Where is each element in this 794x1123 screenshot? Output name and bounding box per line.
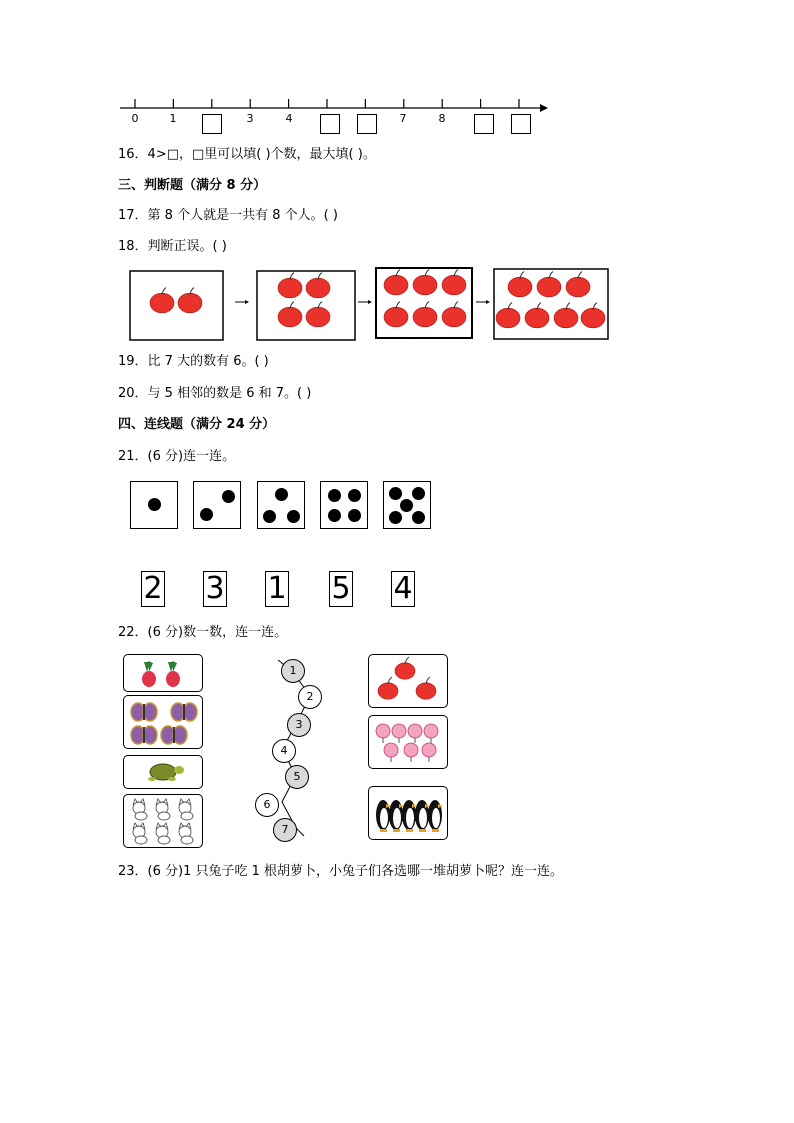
die-pip: [222, 490, 235, 503]
die-pip: [263, 510, 276, 523]
die-pip: [287, 510, 300, 523]
number-card[interactable]: 5: [329, 571, 353, 607]
die-pip: [389, 511, 402, 524]
die-pip: [200, 508, 213, 521]
die-pip: [275, 488, 288, 501]
question-17: 17．第 8 个人就是一共有 8 个人。( ): [118, 208, 338, 223]
tick-label-0: 0: [131, 112, 139, 125]
number-line: [0, 0, 794, 140]
cat: [156, 799, 170, 820]
answer-blank[interactable]: [511, 114, 531, 134]
apple: [416, 677, 436, 699]
answer-blank[interactable]: [474, 114, 494, 134]
card-radishes[interactable]: [123, 654, 203, 692]
penguin: [376, 800, 391, 832]
question-23: 23．(6 分)1 只兔子吃 1 根胡萝卜，小兔子们各选哪一堆胡萝卜呢？连一连。: [118, 864, 564, 879]
bead: 1: [281, 659, 305, 683]
die-one[interactable]: [130, 481, 178, 529]
apple-sequence-art: [0, 260, 794, 350]
tick-label-1: 1: [169, 112, 177, 125]
butterfly: [161, 726, 187, 744]
butterfly: [131, 726, 157, 744]
answer-blank[interactable]: [357, 114, 377, 134]
butterfly-icon: [124, 696, 202, 748]
question-22: 22．(6 分)数一数，连一连。: [118, 625, 288, 640]
cat: [156, 823, 170, 844]
die-pip: [389, 487, 402, 500]
tick-label-3: 3: [246, 112, 254, 125]
cat: [133, 823, 147, 844]
card-butterflies[interactable]: [123, 695, 203, 749]
die-three[interactable]: [257, 481, 305, 529]
butterfly: [171, 703, 197, 721]
cotton-candy: [384, 743, 398, 762]
tick-label-7: 7: [399, 112, 407, 125]
cat: [179, 799, 193, 820]
section-title-judgement: 三、判断题（满分 8 分）: [118, 178, 267, 193]
die-pip: [412, 511, 425, 524]
cotton-candy: [422, 743, 436, 762]
number-card[interactable]: 2: [141, 571, 165, 607]
answer-blank[interactable]: [202, 114, 222, 134]
cotton-candy: [424, 724, 438, 743]
penguin-icon: [369, 787, 447, 839]
bead: 6: [255, 793, 279, 817]
bead: 3: [287, 713, 311, 737]
answer-blank[interactable]: [320, 114, 340, 134]
penguin: [402, 800, 417, 832]
cat: [133, 799, 147, 820]
tick-label-8: 8: [438, 112, 446, 125]
die-pip: [328, 509, 341, 522]
card-apples[interactable]: [368, 654, 448, 708]
question-18: 18．判断正误。( ): [118, 239, 227, 254]
die-four[interactable]: [320, 481, 368, 529]
card-turtle[interactable]: [123, 755, 203, 789]
apple-sequence: [0, 260, 794, 350]
cotton-candy-icon: [369, 716, 447, 768]
cotton-candy: [376, 724, 390, 743]
question-19: 19．比 7 大的数有 6。( ): [118, 354, 269, 369]
apple: [378, 677, 398, 699]
die-five[interactable]: [383, 481, 431, 529]
card-penguins[interactable]: [368, 786, 448, 840]
card-cotton-candy[interactable]: [368, 715, 448, 769]
number-card[interactable]: 3: [203, 571, 227, 607]
cotton-candy: [404, 743, 418, 762]
die-pip: [412, 487, 425, 500]
bead: 7: [273, 818, 297, 842]
die-pip: [348, 489, 361, 502]
bead: 5: [285, 765, 309, 789]
card-cats[interactable]: [123, 794, 203, 848]
tick-label-4: 4: [285, 112, 293, 125]
penguin: [428, 800, 443, 832]
question-16: 16．4>□，□里可以填( )个数，最大填( )。: [118, 147, 376, 162]
penguin: [415, 800, 430, 832]
question-21: 21．(6 分)连一连。: [118, 449, 236, 464]
die-two[interactable]: [193, 481, 241, 529]
cat-icon: [124, 795, 202, 847]
section-title-matching: 四、连线题（满分 24 分）: [118, 417, 276, 432]
die-pip: [400, 499, 413, 512]
radish-icon: [124, 655, 202, 691]
number-card[interactable]: 1: [265, 571, 289, 607]
die-pip: [328, 489, 341, 502]
dice-row: [0, 480, 794, 532]
cotton-candy: [392, 724, 406, 743]
butterfly: [131, 703, 157, 721]
bead: 4: [272, 739, 296, 763]
apple-icon: [369, 655, 447, 707]
cat: [179, 823, 193, 844]
number-card[interactable]: 4: [391, 571, 415, 607]
apple: [395, 657, 415, 679]
turtle-icon: [124, 756, 202, 788]
die-pip: [348, 509, 361, 522]
die-pip: [148, 498, 161, 511]
penguin: [389, 800, 404, 832]
question-20: 20．与 5 相邻的数是 6 和 7。( ): [118, 386, 312, 401]
bead: 2: [298, 685, 322, 709]
cotton-candy: [408, 724, 422, 743]
